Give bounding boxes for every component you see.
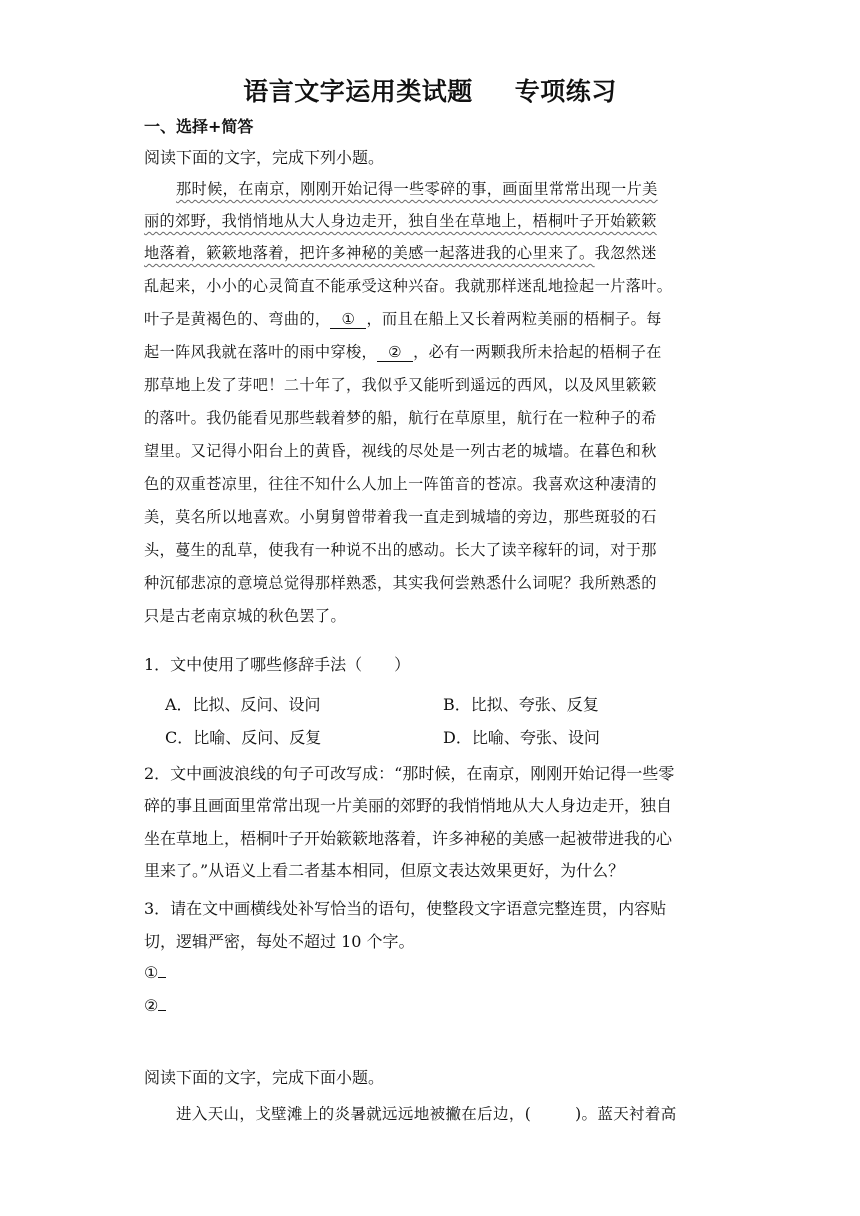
passage-line-6: 起一阵风我就在落叶的雨中穿梭， ② ，必有一两颗我所未拾起的梧桐子在 — [144, 343, 662, 361]
question-3-line-1: 3．请在文中画横线处补写恰当的语句，使整段文字语意完整连贯，内容贴 — [144, 899, 667, 918]
passage-line-4: 乱起来，小小的心灵简直不能承受这种兴奋。我就那样迷乱地捡起一片落叶。 — [144, 277, 673, 295]
question-2-line-2: 碎的事且画面里常常出现一片美丽的郊野的我悄悄地从大人身边走开，独自 — [144, 796, 673, 815]
reading-instruction: 阅读下面的文字，完成下列小题。 — [144, 148, 385, 167]
page-title — [0, 72, 860, 108]
option-d: D．比喻、夸张、设问 — [443, 728, 600, 747]
question-2-line-4: 里来了。”从语义上看二者基本相同，但原文表达效果更好，为什么？ — [144, 861, 625, 880]
passage-line-11: 美，莫名所以地喜欢。小舅舅曾带着我一直走到城墙的旁边，那些斑驳的石 — [144, 508, 657, 526]
passage-line-1: 那时候，在南京，刚刚开始记得一些零碎的事，画面里常常出现一片美 — [176, 180, 658, 198]
passage-line-10: 色的双重苍凉里，往往不知什么人加上一阵笛音的苍凉。我喜欢这种凄清的 — [144, 475, 657, 493]
passage-line-2: 丽的郊野，我悄悄地从大人身边走开，独自坐在草地上，梧桐叶子开始簌簌 — [144, 212, 657, 230]
reading-instruction-2: 阅读下面的文字，完成下面小题。 — [144, 1068, 385, 1087]
passage-line-14: 只是古老南京城的秋色罢了。 — [144, 607, 346, 625]
passage-line-7: 那草地上发了芽吧！二十年了，我似乎又能听到遥远的西风，以及风里簌簌 — [144, 376, 657, 394]
passage-line-5: 叶子是黄褐色的、弯曲的， ① ，而且在船上又长着两粒美丽的梧桐子。每 — [144, 310, 662, 328]
passage-line-8: 的落叶。我仍能看见那些载着梦的船，航行在草原里，航行在一粒种子的希 — [144, 409, 657, 427]
answer-blank-1: ① — [144, 963, 166, 982]
passage-line-9: 望里。又记得小阳台上的黄昏，视线的尽处是一列古老的城墙。在暮色和秋 — [144, 442, 657, 460]
title-main: 语言文字运用类试题 — [243, 77, 473, 106]
option-b: B．比拟、夸张、反复 — [443, 695, 599, 714]
option-c: C．比喻、反问、反复 — [165, 728, 322, 747]
blank-2: ② — [377, 344, 413, 362]
answer-blank-2: ② — [144, 996, 166, 1015]
blank-1: ① — [330, 311, 366, 329]
section-heading: 一、选择+简答 — [144, 117, 254, 136]
passage-line-12: 头，蔓生的乱草，使我有一种说不出的感动。长大了读辛稼轩的词，对于那 — [144, 541, 657, 559]
passage-line-13: 种沉郁悲凉的意境总觉得那样熟悉，其实我何尝熟悉什么词呢？我所熟悉的 — [144, 574, 657, 592]
question-2-line-3: 坐在草地上，梧桐叶子开始簌簌地落着，许多神秘的美感一起被带进我的心 — [144, 829, 673, 848]
question-2-line-1: 2．文中画波浪线的句子可改写成：“那时候，在南京，刚刚开始记得一些零 — [144, 764, 675, 783]
passage-line-3: 地落着，簌簌地落着，把许多神秘的美感一起落进我的心里来了。我忽然迷 — [144, 244, 657, 262]
question-3-line-2: 切，逻辑严密，每处不超过 10 个字。 — [144, 932, 415, 951]
question-1-stem: 1．文中使用了哪些修辞手法（ ） — [144, 655, 411, 674]
passage-2-line-1: 进入天山，戈壁滩上的炎暑就远远地被撇在后边，( )。蓝天衬着高 — [176, 1105, 677, 1123]
option-a: A．比拟、反问、设问 — [165, 695, 321, 714]
title-sub: 专项练习 — [514, 77, 617, 106]
